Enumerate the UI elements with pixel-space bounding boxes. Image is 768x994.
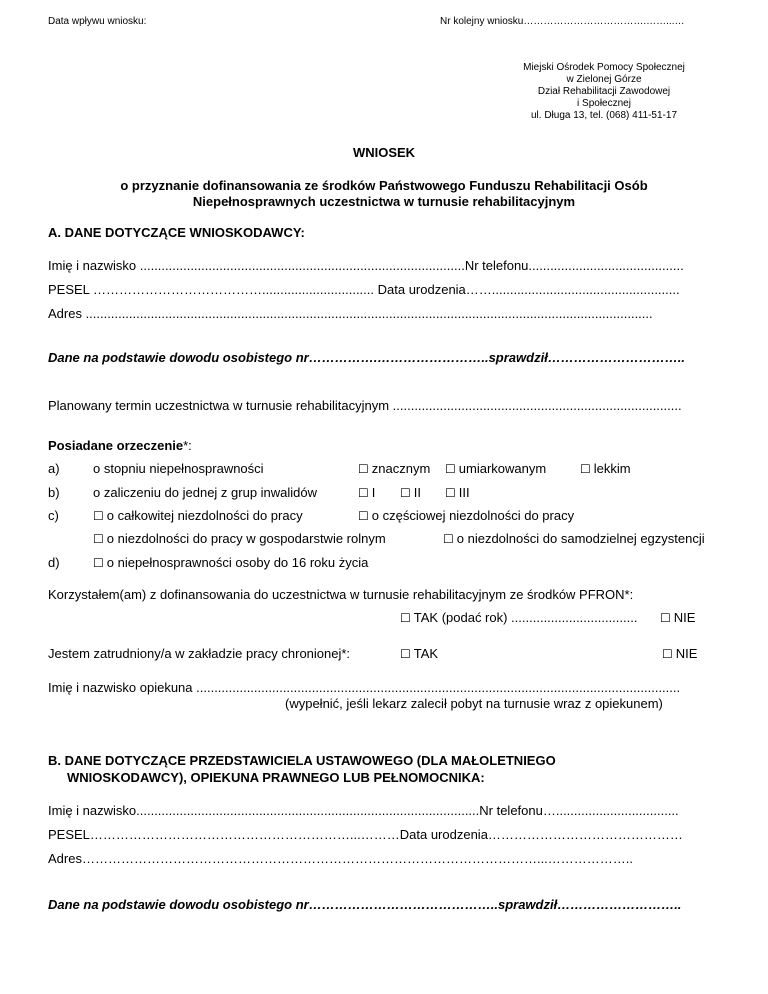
checkbox-icon: ☐ (93, 509, 104, 523)
checkbox-group-ii[interactable]: ☐ II (400, 485, 421, 500)
checkbox-icon: ☐ (400, 647, 411, 661)
checkbox-moderate[interactable]: ☐ umiarkowanym (445, 461, 547, 476)
checkbox-icon: ☐ (400, 611, 411, 625)
checkbox-employed-no[interactable]: ☐ NIE (662, 646, 698, 661)
checkbox-employed-yes[interactable]: ☐ TAK (400, 646, 439, 661)
representative-pesel-birthdate-field[interactable]: PESEL……………………………………………………...………Data urodzenia……………………………………… (48, 827, 683, 842)
option-c-letter: c) (48, 508, 59, 523)
document-title: WNIOSEK (352, 145, 416, 160)
checkbox-icon: ☐ (443, 532, 454, 546)
date-received-label: Data wpływu wniosku: (48, 16, 147, 27)
applicant-address-field[interactable]: Adres ............................................................................................................................................................. (48, 306, 653, 321)
applicant-id-verification-field[interactable]: Dane na podstawie dowodu osobistego nr…………….……………………..sprawdził………………………….. (48, 350, 686, 365)
applicant-pesel-birthdate-field[interactable]: PESEL …………………………………............................... Data urodzenia…….................................................... (48, 282, 680, 297)
checkbox-farm-incapacity[interactable]: ☐ o niezdolności do pracy w gospodarstwie rolnym (93, 531, 386, 546)
guardian-name-field[interactable]: Imię i nazwisko opiekuna ...................................................................................................................................... (48, 680, 681, 695)
recipient-address (480, 62, 728, 122)
representative-id-verification-field[interactable]: Dane na podstawie dowodu osobistego nr……………………………………..sprawdził……………………….. (48, 897, 682, 912)
certificate-label: Posiadane orzeczenie (48, 438, 184, 453)
applicant-name-phone-field[interactable]: Imię i nazwisko ..........................................................................................Nr telefonu........................................... (48, 258, 684, 273)
option-a-letter: a) (48, 461, 60, 476)
document-subtitle-line1: o przyznanie dofinansowania ze środków Państwowego Funduszu Rehabilitacji Osób (120, 178, 648, 193)
checkbox-total-incapacity[interactable]: ☐ o całkowitej niezdolności do pracy (93, 508, 303, 523)
pfron-question: Korzystałem(am) z dofinansowania do uczestnictwa w turnusie rehabilitacyjnym ze środków PFRON*: (48, 587, 634, 602)
stay-term-field[interactable]: Planowany termin uczestnictwa w turnusie rehabilitacyjnym ................................................................................ (48, 398, 682, 413)
recipient-line: ul. Długa 13, tel. (068) 411-51-17 (530, 110, 677, 121)
certificate-asterisk: *: (183, 438, 192, 453)
section-a-heading: A. DANE DOTYCZĄCE WNIOSKODAWCY: (48, 225, 305, 240)
option-d-letter: d) (48, 555, 60, 570)
representative-name-phone-field[interactable]: Imię i nazwisko...............................................................................................Nr telefonu….................................. (48, 803, 679, 818)
checkbox-icon: ☐ (93, 532, 104, 546)
checkbox-pfron-no[interactable]: ☐ NIE (660, 610, 696, 625)
checkbox-group-i[interactable]: ☐ I (358, 485, 376, 500)
checkbox-icon: ☐ (660, 611, 671, 625)
recipient-line: Miejski Ośrodek Pomocy Społecznej (523, 62, 685, 73)
checkbox-icon: ☐ (93, 556, 104, 570)
checkbox-mild[interactable]: ☐ lekkim (580, 461, 631, 476)
checkbox-child-disability[interactable]: ☐ o niepełnosprawności osoby do 16 roku życia (93, 555, 369, 570)
document-subtitle-line2: Niepełnosprawnych uczestnictwa w turnusie rehabilitacyjnym (192, 194, 576, 209)
section-b-heading-line2: WNIOSKODAWCY), OPIEKUNA PRAWNEGO LUB PEŁNOMOCNIKA: (67, 770, 485, 785)
employment-question: Jestem zatrudniony/a w zakładzie pracy chronionej*: (48, 646, 351, 661)
checkbox-significant[interactable]: ☐ znacznym (358, 461, 431, 476)
section-b-heading-line1: B. DANE DOTYCZĄCE PRZEDSTAWICIELA USTAWOWEGO (DLA MAŁOLETNIEGO (48, 753, 556, 768)
checkbox-icon: ☐ (445, 462, 456, 476)
checkbox-independent-living-incapacity[interactable]: ☐ o niezdolności do samodzielnej egzystencji (443, 531, 705, 546)
checkbox-icon: ☐ (358, 486, 369, 500)
checkbox-group-iii[interactable]: ☐ III (445, 485, 470, 500)
option-b-label: o zaliczeniu do jednej z grup inwalidów (93, 485, 318, 500)
serial-number-label: Nr kolejny wniosku……………………………….……...… (440, 16, 685, 27)
representative-address-field[interactable]: Adres……………………………………………………………………………………………...……………….. (48, 851, 634, 866)
checkbox-icon: ☐ (358, 509, 369, 523)
checkbox-icon: ☐ (580, 462, 591, 476)
checkbox-partial-incapacity[interactable]: ☐ o częściowej niezdolności do pracy (358, 508, 575, 523)
checkbox-icon: ☐ (358, 462, 369, 476)
checkbox-pfron-yes[interactable]: ☐ TAK (podać rok) ................................... (400, 610, 638, 625)
option-a-label: o stopniu niepełnosprawności (93, 461, 264, 476)
checkbox-icon: ☐ (445, 486, 456, 500)
certificate-heading (48, 438, 192, 453)
recipient-line: i Społecznej (577, 98, 631, 109)
guardian-note: (wypełnić, jeśli lekarz zalecił pobyt na turnusie wraz z opiekunem) (285, 696, 663, 711)
recipient-line: Dział Rehabilitacji Zawodowej (537, 86, 671, 97)
recipient-line: w Zielonej Górze (566, 74, 642, 85)
checkbox-icon: ☐ (400, 486, 411, 500)
option-b-letter: b) (48, 485, 60, 500)
checkbox-icon: ☐ (662, 647, 673, 661)
